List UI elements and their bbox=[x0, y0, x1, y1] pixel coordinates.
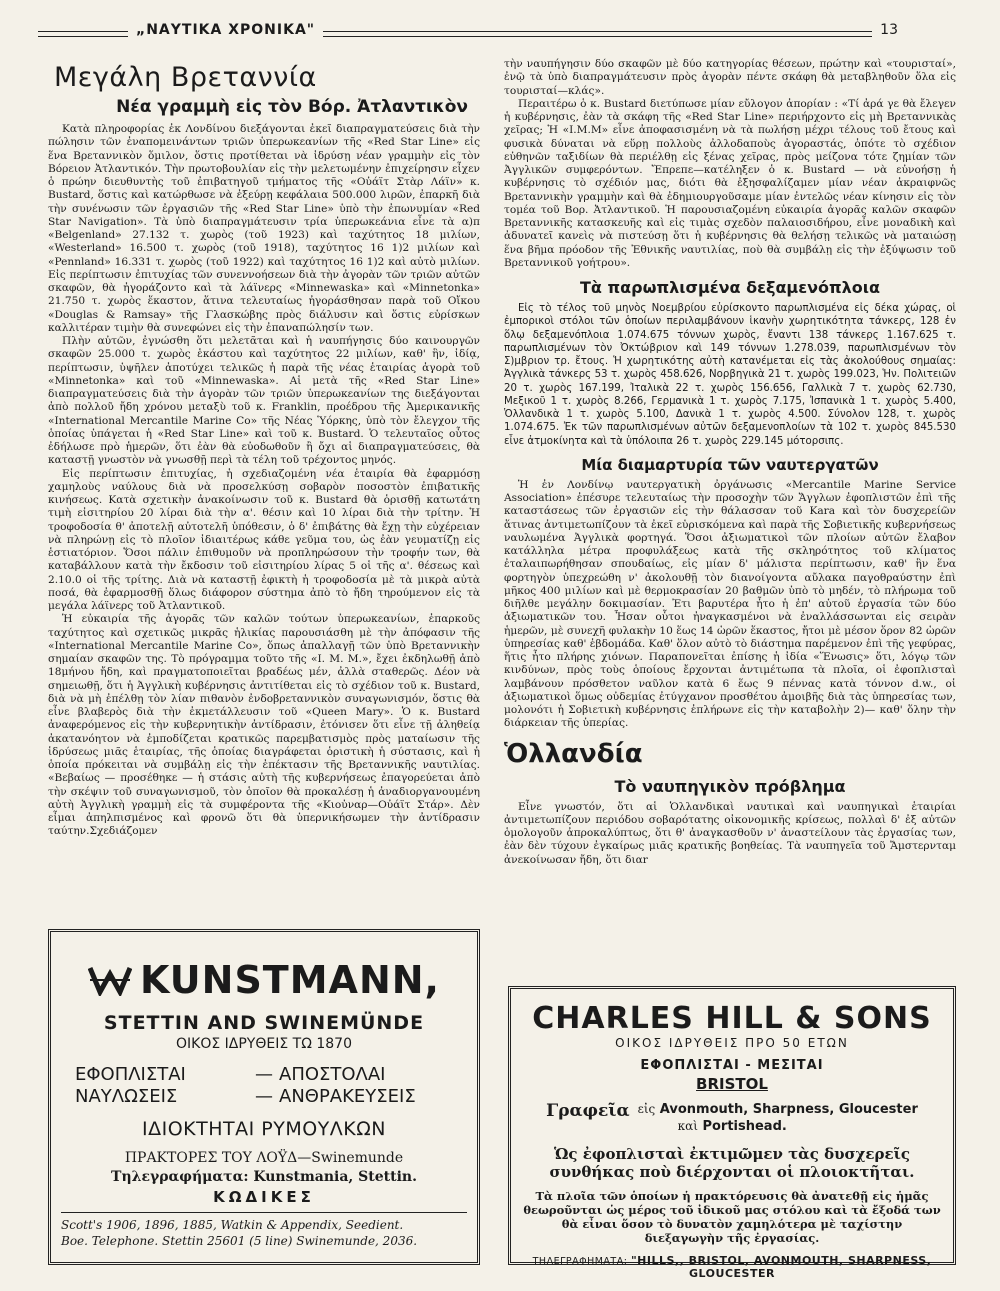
kunstmann-logo-icon bbox=[88, 964, 132, 996]
kunstmann-codes-line: Scott's 1906, 1896, 1885, Watkin & Appendix, Seedient. bbox=[61, 1218, 404, 1232]
article-paragraph: Κατὰ πληροφορίας ἐκ Λονδίνου διεξάγονται ἐκεῖ διαπραγματεύσεις διὰ τὴν πώλησιν τῶν ἐναπομεινάντων τριῶν ὑπερωκεανίων τῆς «Red Star Line» εἰς ἕνα Βρεταννικὸν ὅμιλον, ὅστις προτίθεται νὰ ἱδρύσῃ νέαν γραμμὴν εἰς τὸν Βόρειον Ἀτλαντικόν. Τὴν πρωτοβουλίαν εἰς τὴν μελετωμένην ἐπιχείρησιν εἶχεν ὁ πρώην διευθυντὴς τοῦ ἐπιβατηγοῦ τμήματος τῆς «Οὐάϊτ Στὰρ Λάϊν» κ. Bustard, ὅστις καὶ κατώρθωσε νὰ ἐξεύρῃ κεφάλαια 500.000 λιρῶν, ἐπαρκῆ διὰ τὴν συνένωσιν τῶν ἐργασιῶν τῆς «Red Star Line» ὑπὸ τὴν ἐπωνυμίαν «Red Star Navigation». Τὰ ὑπὸ διαπραγμάτευσιν τρία ὑπερωκεάνια εἶνε τὰ α)π «Belgenland» 27.132 τ. χωρὸς (τοῦ 1923) καὶ ταχύτητος 18 μιλίων, «Westerland» 16.500 τ. χωρὸς (τοῦ 1918), ταχύτητος 16 1)2 μιλίων καὶ «Pennland» 16.331 τ. χωρὸς (τοῦ 1922) καὶ ταχύτητος 16 1)2 καὶ αὐτὸ μιλίων. Εἰς περίπτωσιν ἐπιτυχίας τῶν συνεννοήσεων διὰ τὴν ἀγορὰν τῶν τριῶν αὐτῶν σκαφῶν, θὰ ἠγοράζοντο καὶ τὰ λάϊνερς «Minnewaska» καὶ «Minnetonka» 21.750 τ. χωρὸς ἕκαστον, ἅτινα τελευταίως ἠγοράσθησαν παρὰ τοῦ Οἴκου «Douglas & Ramsay» τῆς Γλασκώβης πρὸς διάλυσιν καὶ ὅστις εὑρίσκων καλλιτέραν τιμὴν θὰ συνεφώνει εἰς τὴν ἐπαναπώλησίν των. bbox=[48, 123, 480, 334]
article-subheading-shipbuilding: Τὸ ναυπηγικὸν πρόβλημα bbox=[614, 776, 846, 796]
kunstmann-owners: ΙΔΙΟΚΤΗΤΑΙ ΡΥΜΟΥΛΚΩΝ bbox=[142, 1118, 386, 1140]
kunstmann-founded: ΟΙΚΟΣ ΙΔΡΥΘΕΙΣ ΤΩ 1870 bbox=[176, 1036, 352, 1052]
article-subheading-new-line: Νέα γραμμὴ εἰς τὸν Βόρ. Ἀτλαντικὸν bbox=[116, 97, 468, 117]
kunstmann-codes-line: Boe. Telephone. Stettin 25601 (5 line) Swinemunde, 2036. bbox=[61, 1234, 418, 1248]
hill-role: ΕΦΟΠΛΙΣΤΑΙ - ΜΕΣΙΤΑΙ bbox=[640, 1058, 824, 1073]
hill-telegrams-value: "HILLS,, BRISTOL, AVONMOUTH, SHARPNESS, GLOUCESTER bbox=[630, 1254, 932, 1280]
right-column bbox=[504, 58, 956, 867]
page-number: 13 bbox=[872, 22, 906, 38]
service-dash: — bbox=[255, 1064, 273, 1085]
header-rule-left bbox=[38, 31, 128, 37]
hill-city: BRISTOL bbox=[696, 1075, 768, 1093]
publication-title: „ΝΑΥΤΙΚΑ ΧΡΟΝΙΚΑ" bbox=[128, 22, 323, 38]
kunstmann-telegraph: Τηλεγραφήματα: Kunstmania, Stettin. bbox=[111, 1169, 417, 1185]
hill-offices-prefix: εἰς bbox=[637, 1102, 656, 1116]
hill-offices-list bbox=[638, 1101, 918, 1135]
service-item: ΝΑΥΛΩΣΕΙΣ bbox=[75, 1086, 178, 1107]
article-paragraph: Εἰς περίπτωσιν ἐπιτυχίας, ἡ σχεδιαζομένη νέα ἑταιρία θὰ ἐφαρμόσῃ χαμηλοὺς ναύλους διὰ νὰ προσελκύσῃ σοβαρὸν ποσοστὸν ἐπιβατικῆς κινήσεως. Κατὰ σχετικὴν ἀνακοίνωσιν τοῦ κ. Bustard θὰ ὁρισθῇ κατωτάτη τιμὴ εἰσιτηρίου 20 λίραι διὰ τὴν α'. θέσιν καὶ 10 λίραι διὰ τὴν τρίτην. Ἡ τροφοδοσία θ' ἀποτελῇ αὐτοτελῆ ὑπόθεσιν, ὁ δ' ἐπιβάτης θὰ ἔχῃ τὴν εὐχέρειαν νὰ πληρώνῃ εἰς τὸ πλοῖον ἰδιαιτέρως κάθε γεῦμα του, ὡς ἐὰν γευματίζῃ εἰς ἑστιατόριον. Ὅσοι πάλιν ἐπιθυμοῦν νὰ προπληρώσουν τὴν τροφήν των, θὰ καταβάλλουν κατὰ τὴν ἔκδοσιν τοῦ εἰσιτηρίου λίρας 5 οἱ τῆς α'. θέσεως καὶ 2.10.0 οἱ τῆς τρίτης. Διὰ νὰ καταστῇ ἐφικτὴ ἡ τροφοδοσία μὲ τὰ μικρὰ αὐτὰ ποσά, θὰ ἐφαρμοσθῇ ὅλως διάφορον σύστημα ἀπὸ τὸ ἤδη τηρούμενον εἰς τὰ μεγάλα λάϊνερς τοῦ Ἀτλαντικοῦ. bbox=[48, 467, 480, 612]
tankers-paragraph: Εἰς τὸ τέλος τοῦ μηνὸς Νοεμβρίου εὑρίσκοντο παρωπλισμένα εἰς δέκα χώρας, οἱ ἐμπορικοὶ στόλοι τῶν ὁποίων περιλαμβάνουν ἱκανὴν χωρητικότητα τάνκερς, 128 ἐν ὅλῳ δεξαμενόπλοια 1.074.675 τόννων χωρὸς, ἔναντι 138 τάνκερς 1.167.625 τ. παρωπλισμένων τὸν Ὀκτώβριον καὶ 149 τόννων 1.278.039, παρωπλισμένων τὸν Σ)μβριον τρ. ἔτους. Ἡ χωρητικότης αὐτὴ κατανέμεται εἰς τὰς ἀκολούθους σημαίας: Ἀγγλικὰ τάνκερς 53 τ. χωρὸς 458.626, Νορβηγικὰ 21 τ. χωρὸς 199.023, Ἡν. Πολιτειῶν 20 τ. χωρὸς 167.199, Ἰταλικὰ 22 τ. χωρὸς 156.656, Γαλλικὰ 7 τ. χωρὸς 62.730, Μεξικοῦ 1 τ. χωρὸς 8.266, Γερμανικὰ 1 τ. χωρὸς 7.175, Ἰσπανικὰ 1 τ. χωρὸς 5.400, Ὁλλανδικὰ 1 τ. χωρὸς 5.100, Δανικὰ 1 τ. χωρὸς 4.500. Σύνολον 128, τ. χωρὸς 1.074.675. Ἐκ τῶν παρωπλισμένων αὐτῶν δεξαμενοπλοίων τὰ 102 τ. χωρὸς 845.530 εἶνε ἀτμοκίνητα καὶ τὰ ὑπόλοιπα 26 τ. χωρὸς 229.145 μότορσιπς. bbox=[504, 303, 956, 447]
service-item: ΑΠΟΣΤΟΛΑΙ bbox=[279, 1064, 386, 1085]
kunstmann-agents: ΠΡΑΚΤΟΡΕΣ ΤΟΥ ΛΟΫΔ—Swinemunde bbox=[124, 1150, 404, 1166]
service-dash: — bbox=[255, 1086, 273, 1107]
article-paragraph: Περαιτέρω ὁ κ. Bustard διετύπωσε μίαν εὔλογον ἀπορίαν : «Τί ἀρά γε θὰ ἔλεγεν ἡ κυβέρνησις, ἐὰν τὰ σκάφη τῆς «Red Star Line» περιήρχοντο εἰς μὴ Βρεταννικὰς χεῖρας; Ἡ «I.M.M» εἶνε ἀποφασισμένη νὰ τὰ πωλήσῃ μέχρι τέλους τοῦ ἔτους καὶ φυσικὰ δύναται νὰ εὕρῃ πολλοὺς ἀλλοδαποὺς ἀγοραστάς, ὁπότε τὸ σχέδιον εὐθηνῶν ταξιδίων θὰ περιέλθῃ εἰς ξένας χεῖρας, πρὸς μείζονα τότε ζημίαν τῶν Ἀγγλικῶν συμφερόντων. Ἔπρεπε—κατέληξεν ὁ κ. Bustard — νὰ εὐνοήσῃ ἡ κυβέρνησις τὸ σχέδιόν μας, διότι θὰ ἐξησφαλίζαμεν μίαν νέαν ἀκραιφνῶς Βρεταννικὴν γραμμὴν καὶ θὰ ἐδημιουργοῦσαμε μίαν ἐντελῶς νέαν κίνησιν εἰς τὸν τομέα τοῦ Βορ. Ἀτλαντικοῦ. Ἡ παρουσιαζομένη εὐκαιρία ἀγορᾶς καλῶν σκαφῶν Βρεταννικῆς κατασκευῆς καὶ εἰς τιμὰς σχεδὸν παλαιοσιδήρου, εἶνε μοναδικὴ καὶ ἀδυνατεῖ κανεὶς νὰ πιστεύσῃ ὅτι ἡ κυβέρνησις θὰ θελήσῃ τελικῶς νὰ ματαιώσῃ ἕνα βῆμα πρόοδον τῆς Ἐθνικῆς ναυτιλίας, ποὺ θὰ συμβάλῃ εἰς τὴν ἐξύψωσιν τοῦ Βρεταννικοῦ γοήτρου». bbox=[504, 97, 956, 269]
hill-founded: ΟΙΚΟΣ ΙΔΡΥΘΕΙΣ ΠΡΟ 50 ΕΤΩΝ bbox=[615, 1036, 849, 1050]
hill-telegrams bbox=[521, 1254, 943, 1280]
article-heading-tankers: Τὰ παρωπλισμένα δεξαμενόπλοια bbox=[579, 278, 880, 297]
article-paragraph: Πλὴν αὐτῶν, ἐγνώσθη ὅτι μελετᾶται καὶ ἡ ναυπήγησις δύο καινουργῶν σκαφῶν 25.000 τ. χωρὸς ἑκάστου καὶ ταχύτητος 22 μιλίων, καθ' ἣν, ἰδίᾳ, περίπτωσιν, ὑψῆλεν ἀποτύχει τελικῶς ἡ παρὰ τῆς νέας ἑταιρίας ἀγορὰ τοῦ «Minnetonka» καὶ τοῦ «Minnewaska». Αἱ μετὰ τῆς «Red Star Line» διαπραγματεύσεις διὰ τὴν ἀγορὰν τῶν τριῶν ὑπερωκεανίων της διεξάγονται ἀπὸ πολλοῦ ἤδη χρόνου μεταξὺ τοῦ κ. Franklin, προέδρου τῆς Ἀμερικανικῆς «International Mercantile Marine Co» τῆς Νέας Ὑόρκης, ὑπὸ τὸν ἔλεγχον τῆς ὁποίας ὑπάγεται ἡ «Red Star Line» καὶ τοῦ κ. Bustard. Ὁ τελευταῖος οὗτος ἐδήλωσε πρὸ ἡμερῶν, ὅτι ἐὰν θὰ εὐοδωθοῦν ἢ ὄχι αἱ διαπραγματεύσεις, θὰ καταστῇ γνωστὸν νὰ γνωσθῇ περὶ τὰ τέλη τοῦ τρέχοντος μηνός. bbox=[48, 335, 480, 467]
left-column bbox=[48, 58, 480, 839]
header-rule-right bbox=[278, 31, 906, 37]
kunstmann-services bbox=[75, 1064, 453, 1108]
section-heading-holland: Ὁλλανδία bbox=[504, 738, 643, 769]
kunstmann-codes-heading: ΚΩΔΙΚΕΣ bbox=[213, 1188, 315, 1206]
hill-slogan: Ὡς ἐφοπλισταὶ ἐκτιμῶμεν τὰς δυσχερεῖς συνθήκας ποὺ διέρχονται οἱ πλοιοκτῆται. bbox=[549, 1145, 915, 1181]
article-continuation: τὴν ναυπήγησιν δύο σκαφῶν μὲ δύο κατηγορίας θέσεων, πρώτην καὶ «τουρισταί», ἐνῷ τὰ ὑπὸ διαπραγμάτευσιν πρὸς ἀγορὰν πέντε σκάφη θὰ μεταβληθοῦν ὅλα εἰς τουρισταί—κλάς». bbox=[504, 58, 956, 97]
hill-offices-label: Γραφεῖα bbox=[546, 1101, 630, 1121]
article-heading-protest: Μία διαμαρτυρία τῶν ναυτεργατῶν bbox=[581, 455, 879, 474]
hill-description: Τὰ πλοῖα τῶν ὁποίων ἡ πρακτόρευσις θὰ ἀνατεθῇ εἰς ἡμᾶς θεωροῦνται ὡς μέρος τοῦ ἰδικοῦ μας στόλου καὶ τὰ ἔξοδά των θὰ εἶναι ὅσον τὸ δυνατὸν χαμηλότερα μὲ ταχίστην διεξαγωγὴν τῆς ἐργασίας. bbox=[523, 1189, 941, 1245]
divider bbox=[61, 1212, 467, 1213]
hill-offices-line: Avonmouth, Sharpness, Gloucester bbox=[659, 1102, 918, 1117]
kunstmann-location: STETTIN AND SWINEMÜNDE bbox=[103, 1012, 425, 1034]
protest-paragraph: Ἡ ἐν Λονδίνῳ ναυτεργατικὴ ὀργάνωσις «Mercantile Marine Service Association» ἐπέσυρε τελευταίως τὴν προσοχὴν τῶν Ἄγγλων ἐφοπλιστῶν ἐπὶ τῆς καταστάσεως τῶν ἐργασιῶν εἰς τὴν θάλασσαν τοῦ Kara καὶ τὸν δυσχερείῶν ἅτινας ἀντιμετωπίζουν τὰ ἐκεῖ εὑρισκόμενα καὶ παρὰ τῆς Σοβιετικῆς κυβερνήσεως ναυλωμένα Ἀγγλικὰ φορτηγά. Ὅσοι ἀξιωματικοὶ τῶν πλοίων αὐτῶν ἔλαβον κατάλληλα μέτρα προφυλάξεως κατὰ τῆς σκληρότητος τοῦ κλίματος ἐταλαιπωρήθησαν σπουδαίως, εἰς μίαν δ' μάλιστα περίπτωσιν, καθ' ἣν ἕνα φορτηγὸν ὑπεχρεώθη ν' ἀκολουθῇ τὸν διανοίγοντα αὔλακα παγοθραύστην ἐπὶ μῆκος 400 μιλίων καὶ μὲ θερμοκρασίαν 20 βαθμῶν ὑπὸ τὸ μηδέν, τὸ πλήρωμα τοῦ διῆλθε μεγάλην δοκιμασίαν. Ἐτι βαρυτέρα ἦτο ἡ ἐπ' αὐτοῦ ἐργασία τῶν δύο ἀξιωματικῶν του. Ἦσαν οὗτοι ἠναγκασμένοι νὰ ἐναλλάσσωνται εἰς σειρὰν ἡμερῶν, μὲ συνεχῆ φυλακὴν 10 ἕως 14 ὡρῶν ἕκαστος, ἤτοι μὲ μέσον ὅρον 82 ὡρῶν ὑπηρεσίας καθ' ἑβδομάδα. Καθ' ὅλον αὐτὸ τὸ διάστημα παρέμενον ἐπὶ τῆς γεφύρας, ἥτις ἦτο πλήρης χιόνων. Παραπονεῖται ἐπίσης ἡ ἰδία «Ἕνωσις» ὅτι, λόγῳ τῶν κινδύνων, πρὸς τοὺς ὁποίους ἔρχονται ἀντιμέτωπα τὰ πλοῖα, οἱ ἐφοπλισταὶ λαμβάνουν πρόσθετον ναῦλον κατὰ 6 ἕως 9 πέννας κατὰ τόννον d.w., οἱ ἀξιωματικοὶ ὅμως οὐδεμίας ἐτύγχανον προσθέτου ἀμοιβῆς διὰ τὰς ὑπηρεσίας των, μολονότι ἡ Σοβιετικὴ κυβέρνησις ἐπλήρωνε εἰς τὴν καταβολὴν 2)— καθ' ὅλην τὴν διάρκειαν τῆς ὑπερίας. bbox=[504, 478, 956, 730]
kunstmann-brand bbox=[61, 958, 467, 1002]
holland-paragraph: Εἶνε γνωστόν, ὅτι αἱ Ὁλλανδικαὶ ναυτικαὶ καὶ ναυπηγικαὶ ἑταιρίαι ἀντιμετωπίζουν περιόδου σοβαρότατης οἰκονομικῆς κρίσεως, πολλαὶ δ' ἐξ αὐτῶν ὁμολογοῦν ἀπροκαλύπτως, ὅτι θ' ἀναγκασθοῦν ν' ἀναστείλουν τὰς ἐργασίας των, ἐὰν δὲν τύχουν ἐγκαίρως μιᾶς κρατικῆς βοηθείας. Τὰ ναυπηγεῖα τοῦ Ἄμστερνταμ ἀνεκοίνωσαν ἤδη, ὅτι διαr bbox=[504, 800, 956, 866]
hill-offices-and: καὶ bbox=[677, 1119, 698, 1133]
article-paragraph: Ἡ εὐκαιρία τῆς ἀγορᾶς τῶν καλῶν τούτων ὑπερωκεανίων, ἐπαρκοῦς ταχύτητος καὶ σχετικῶς μικρᾶς ἡλικίας παρουσιάσθη μὲ τὴν ἀπόφασιν τῆς «International Mercantile Marine Co», ὅπως ἀπαλλαγῇ τῶν ὑπὸ Βρεταννικὴν σημαίαν σκαφῶν της. Τὸ πρόγραμμα τοῦτο τῆς «I. M. M.», ἔχει ἐκδηλωθῇ ἀπὸ 18μήνου ἤδη, καὶ πραγματοποιεῖται βραδέως μέν, ἀλλὰ σταθερῶς. Δέον νὰ σημειωθῇ, ὅτι ἡ Ἀγγλικὴ κυβέρνησις ἀντιτίθεται εἰς τὸ σχέδιον τοῦ κ. Bustard, διὰ νὰ μὴ ἐπέλθῃ τὸν λίαν πιθανὸν ἐνδοβρεταννικὸν συναγωνισμόν, ὅστις θὰ εἶνε βλαβερὸς διὰ τὴν ἐκμετάλλευσιν τοῦ «Queen Mary». Ὁ κ. Bustard ἀναφερόμενος εἰς τὴν κυβερνητικὴν ἀντίδρασιν, ἐτόνισεν ὅτι εἶνε τῇ ἀληθείᾳ ἀκατανόητον νὰ ἐμποδίζεται κρατικῶς παρεμβατισμὸς πρὸς ματαίωσιν τῆς ἱδρύσεως μιᾶς ἑταιρίας, τῆς ὁποίας διαγράφεται ὁριστικὴ ἡ σύστασις, καὶ ἡ ὁποία πρόκειται νὰ συμβάλῃ εἰς τὴν ἐπέκτασιν τῆς Βρεταννικῆς ναυτιλίας. «Βεβαίως — προσέθηκε — ἡ στάσις αὐτὴ τῆς κυβερνήσεως ἐπαγορεύεται ἀπὸ τὴν σκέψιν τοῦ συναγωνισμοῦ, τὸν ὁποῖον θὰ προκαλέσῃ ἡ ἀναδιοργανουμένη αὐτὴ Ἀγγλικὴ γραμμὴ εἰς τὰ συμφέροντα τῆς «Κιοὐναρ—Οὐάϊτ Στάρ». Δὲν εἶμαι ἀπηλπισμένος καὶ φρονῶ ὅτι θὰ ὑπερνικήσωμεν τὴν ἀντίδρασιν ταύτην.Σχεδιάζομεν bbox=[48, 613, 480, 838]
advertisement-charles-hill bbox=[508, 986, 956, 1280]
hill-brand: CHARLES HILL & SONS bbox=[532, 1001, 932, 1036]
hill-offices-line: Portishead. bbox=[702, 1119, 787, 1134]
running-header bbox=[38, 22, 966, 42]
kunstmann-name: KUNSTMANN, bbox=[140, 958, 440, 1002]
hill-offices bbox=[521, 1101, 943, 1135]
hill-telegrams-label: ΤΗΛΕΓΡΑΦΗΜΑΤΑ: bbox=[532, 1256, 628, 1267]
service-item: ΕΦΟΠΛΙΣΤΑΙ bbox=[75, 1064, 186, 1085]
section-heading-great-britain: Μεγάλη Βρεταννία bbox=[54, 62, 317, 93]
advertisement-kunstmann bbox=[48, 929, 480, 1265]
service-item: ΑΝΘΡΑΚΕΥΣΕΙΣ bbox=[279, 1086, 416, 1107]
